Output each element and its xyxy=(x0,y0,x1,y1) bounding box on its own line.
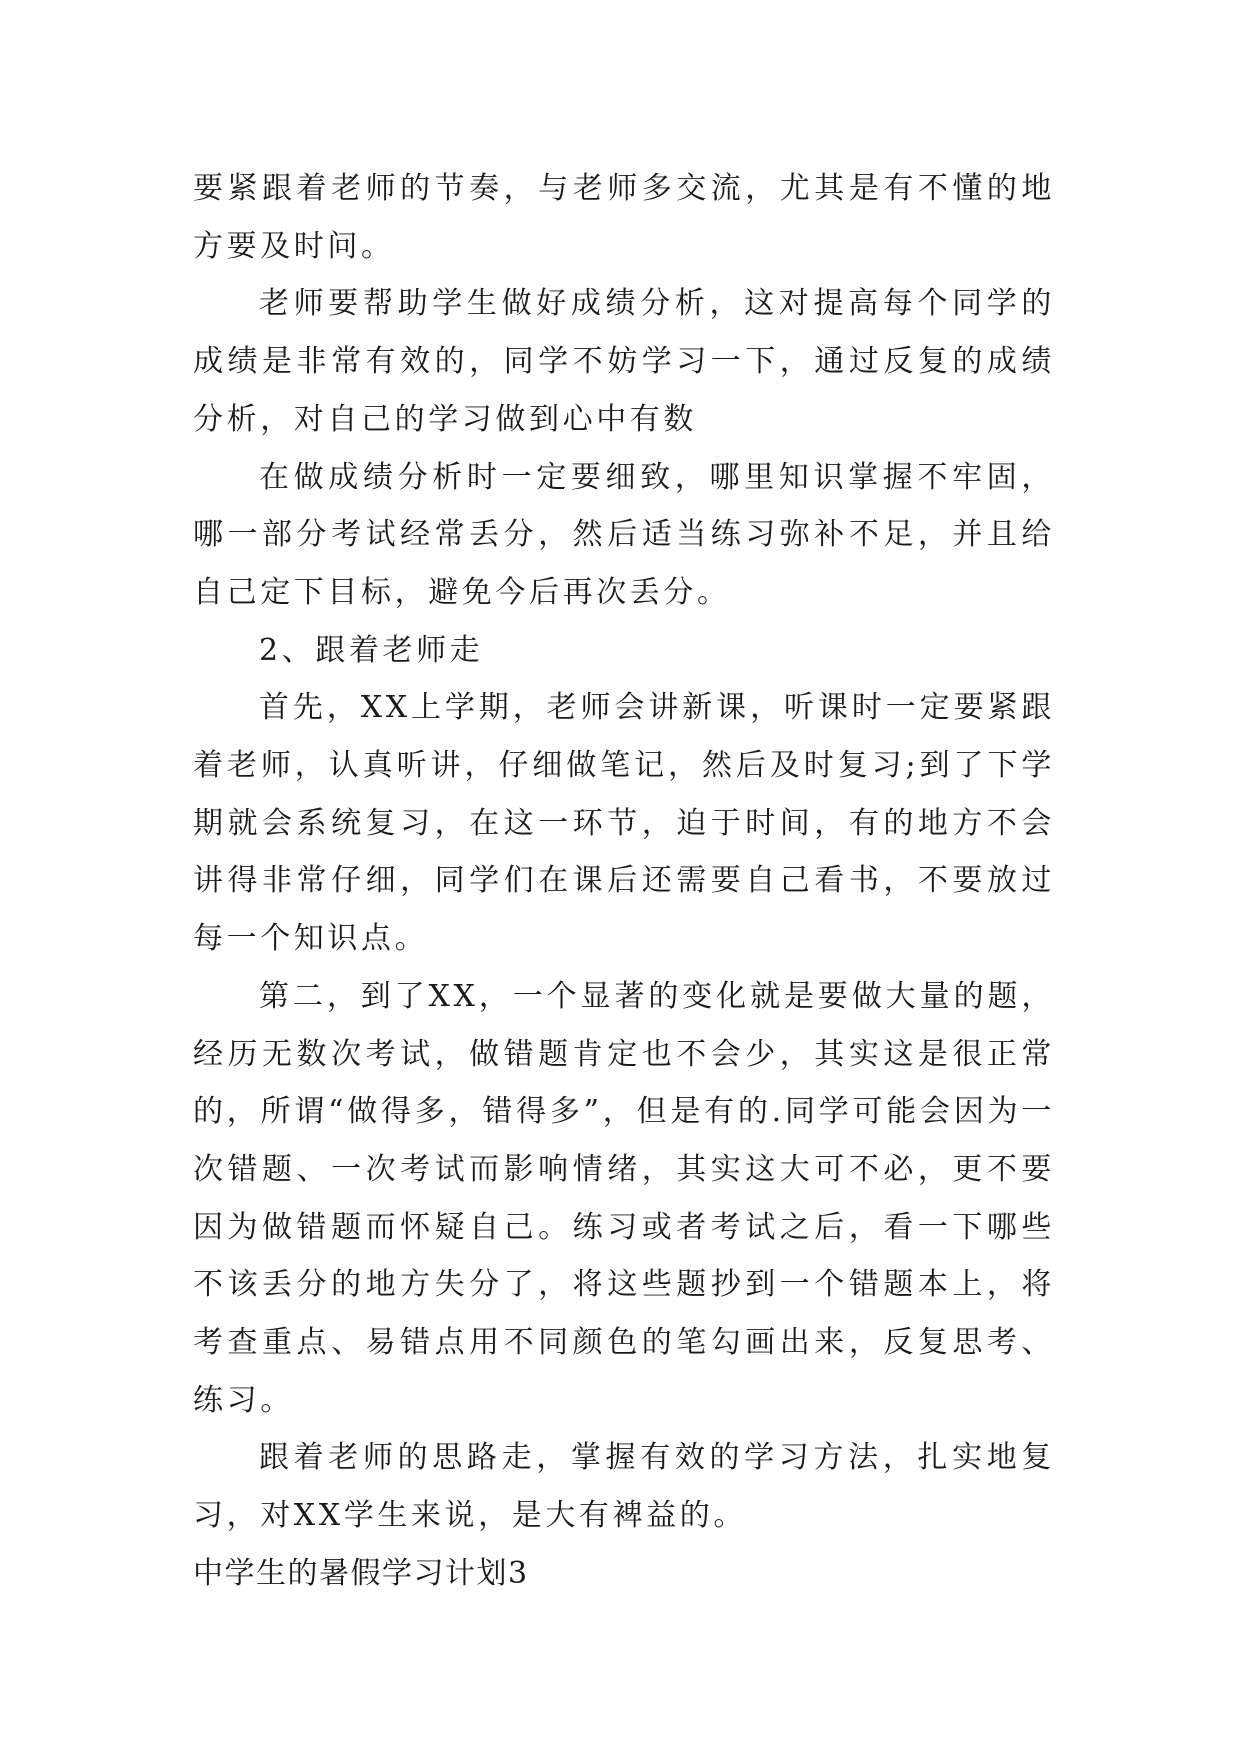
paragraph-summary: 跟着老师的思路走，掌握有效的学习方法，扎实地复习，对XX学生来说，是大有裨益的。 xyxy=(193,1440,1055,1534)
section-heading: 中学生的暑假学习计划3 xyxy=(193,1555,529,1591)
document-body xyxy=(193,160,1055,1603)
paragraph-analysis-detail: 在做成绩分析时一定要细致，哪里知识掌握不牢固，哪一部分考试经常丢分，然后适当练习弥补不足，并且给自己定下目标，避免今后再次丢分。 xyxy=(193,459,1055,610)
paragraph-first: 首先，XX上学期，老师会讲新课，听课时一定要紧跟着老师，认真听讲，仔细做笔记，然后及时复习;到了下学期就会系统复习，在这一环节，迫于时间，有的地方不会讲得非常仔细，同学们在课后还需要自己看书，不要放过每一个知识点。 xyxy=(193,690,1055,957)
paragraph-score-analysis: 老师要帮助学生做好成绩分析，这对提高每个同学的成绩是非常有效的，同学不妨学习一下，通过反复的成绩分析，对自己的学习做到心中有数 xyxy=(193,286,1055,437)
subheading-follow-teacher: 2、跟着老师走 xyxy=(259,632,484,668)
paragraph-continued: 要紧跟着老师的节奏，与老师多交流，尤其是有不懂的地方要及时问。 xyxy=(193,171,1055,264)
paragraph-second: 第二，到了XX，一个显著的变化就是要做大量的题，经历无数次考试，做错题肯定也不会少，其实这是很正常的，所谓“做得多，错得多”，但是有的.同学可能会因为一次错题、一次考试而影响情绪，其实这大可不必，更不要因为做错题而怀疑自己。练习或者考试之后，看一下哪些不该丢分的地方失分了，将这些题抄到一个错题本上，将考查重点、易错点用不同颜色的笔勾画出来，反复思考、练习。 xyxy=(193,978,1055,1418)
